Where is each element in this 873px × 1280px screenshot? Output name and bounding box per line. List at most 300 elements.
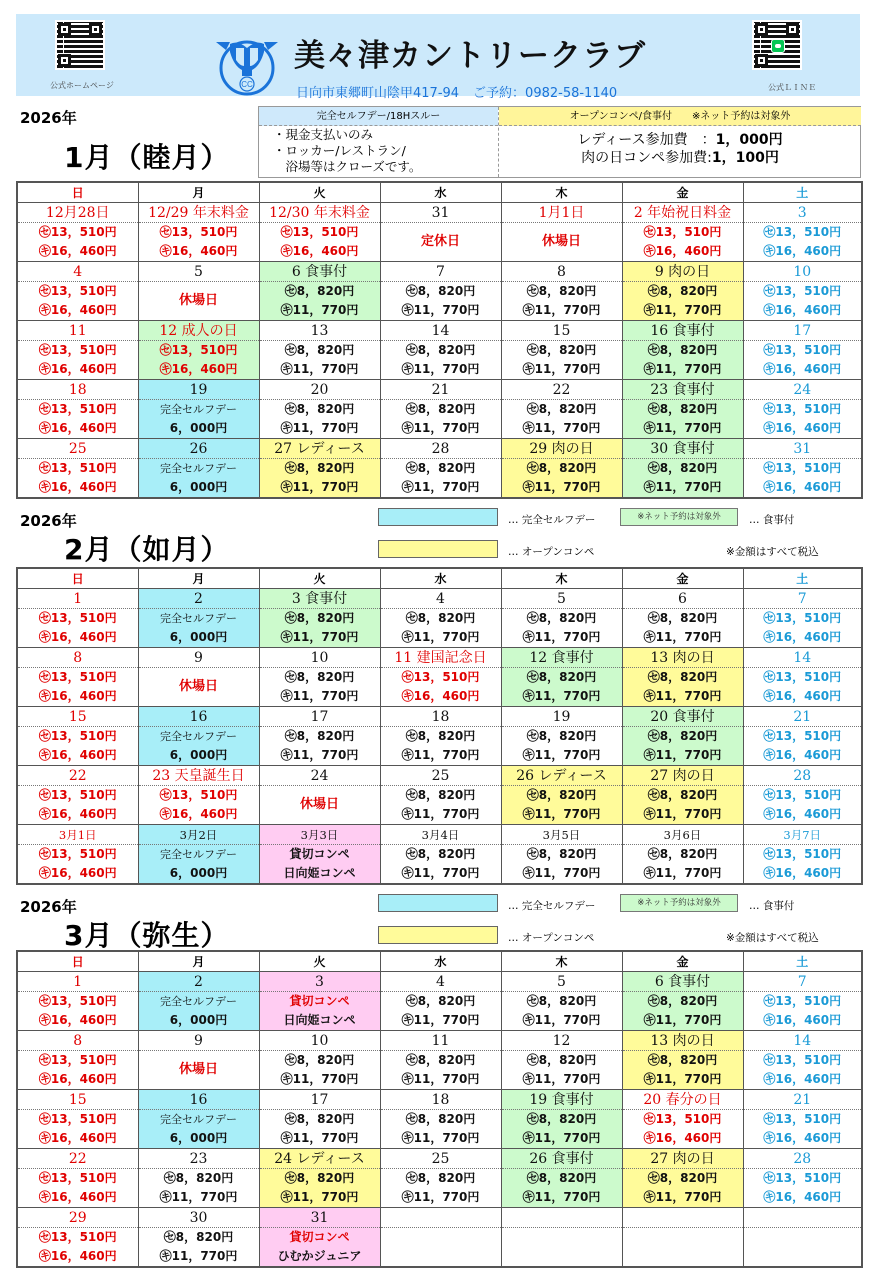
day-label: 9 xyxy=(139,1031,259,1051)
day-cell[interactable] xyxy=(380,379,501,438)
day-cell[interactable] xyxy=(501,765,622,824)
day-cell[interactable] xyxy=(259,765,380,824)
self-play-price: ㋝8，820円 xyxy=(647,283,718,298)
day-cell[interactable] xyxy=(380,438,501,498)
self-play-price: ㋝8，820円 xyxy=(405,1111,476,1126)
self-play-price: ㋝13，510円 xyxy=(401,669,480,684)
meat-day-fee-label: 肉の日コンペ参加費: xyxy=(581,150,712,166)
weekday-header: 日 xyxy=(17,182,138,202)
self-day-label: 完全セルフデー xyxy=(160,729,237,743)
day-cell[interactable] xyxy=(138,1030,259,1089)
week-row xyxy=(17,261,862,320)
day-cell[interactable] xyxy=(17,438,138,498)
open-compe-header: オープンコンペ/食事付 ※ネット予約は対象外 xyxy=(499,107,861,126)
day-label: 14 xyxy=(381,321,501,341)
day-cell[interactable] xyxy=(743,824,862,884)
self-day-label: 完全セルフデー xyxy=(160,1112,237,1126)
day-cell[interactable] xyxy=(501,320,622,379)
day-cell[interactable] xyxy=(380,1030,501,1089)
homepage-qr-code[interactable] xyxy=(55,20,105,70)
self-play-price: ㋝13，510円 xyxy=(763,283,842,298)
day-cell[interactable] xyxy=(501,202,622,261)
day-cell[interactable] xyxy=(138,765,259,824)
caddie-price: ㋖11，770円 xyxy=(280,361,359,376)
self-play-price: ㋝13，510円 xyxy=(38,787,117,802)
caddie-price: ㋖11，770円 xyxy=(280,688,359,703)
day-cell[interactable] xyxy=(743,1148,862,1207)
self-play-price: ㋝13，510円 xyxy=(38,1170,117,1185)
day-cell[interactable] xyxy=(743,202,862,261)
day-cell[interactable] xyxy=(259,379,380,438)
empty-day-cell xyxy=(501,1207,622,1267)
compe-name: ひむかジュニア xyxy=(277,1248,362,1263)
day-cell[interactable] xyxy=(380,765,501,824)
day-label: 28 xyxy=(744,1149,862,1169)
weekday-header: 木 xyxy=(501,568,622,588)
day-cell[interactable] xyxy=(743,588,862,647)
week-row xyxy=(17,824,862,884)
day-cell[interactable] xyxy=(259,438,380,498)
day-label: 13 xyxy=(260,321,380,341)
day-status: 休場日 xyxy=(541,234,581,249)
line-app-icon xyxy=(771,39,785,53)
caddie-price: ㋖16，460円 xyxy=(763,1189,842,1204)
day-cell[interactable] xyxy=(17,379,138,438)
day-label: 21 xyxy=(744,1090,862,1110)
legend-open-compe-label: … オープンコンペ xyxy=(508,932,595,944)
caddie-price: ㋖11，770円 xyxy=(643,806,722,821)
day-cell[interactable] xyxy=(622,706,743,765)
day-cell[interactable] xyxy=(743,320,862,379)
caddie-price: ㋖11，770円 xyxy=(643,865,722,880)
day-cell[interactable] xyxy=(622,1030,743,1089)
header-banner xyxy=(16,14,860,101)
day-label: 7 xyxy=(744,972,862,992)
empty-day-cell xyxy=(622,1207,743,1267)
day-label: 20 xyxy=(260,380,380,400)
day-label: 13 肉の日 xyxy=(623,1031,743,1051)
day-cell[interactable] xyxy=(17,202,138,261)
day-label: 8 xyxy=(18,648,138,668)
day-cell[interactable] xyxy=(622,1089,743,1148)
day-label: 5 xyxy=(502,589,622,609)
calendar-march xyxy=(16,950,863,1268)
day-cell[interactable] xyxy=(743,1089,862,1148)
qr-finder-icon xyxy=(58,54,71,67)
legend-meal-swatch: ※ネット予約は対象外 xyxy=(620,894,738,912)
day-label: 24 xyxy=(744,380,862,400)
day-label: 12 成人の日 xyxy=(139,321,259,341)
day-label: 3 食事付 xyxy=(260,589,380,609)
day-cell[interactable] xyxy=(380,1148,501,1207)
day-cell[interactable] xyxy=(622,438,743,498)
day-label: 12 xyxy=(502,1031,622,1051)
self-play-price: ㋝13，510円 xyxy=(38,669,117,684)
caddie-price: ㋖16，460円 xyxy=(763,1012,842,1027)
day-cell[interactable] xyxy=(259,706,380,765)
day-label: 19 xyxy=(502,707,622,727)
day-cell[interactable] xyxy=(743,261,862,320)
day-label: 17 xyxy=(260,707,380,727)
day-cell[interactable] xyxy=(622,261,743,320)
day-cell[interactable] xyxy=(380,706,501,765)
day-cell[interactable] xyxy=(17,1089,138,1148)
day-label: 25 xyxy=(381,1149,501,1169)
caddie-price: ㋖11，770円 xyxy=(643,361,722,376)
self-play-price: ㋝13，510円 xyxy=(763,342,842,357)
weekday-header: 火 xyxy=(259,182,380,202)
day-label: 17 xyxy=(744,321,862,341)
day-cell[interactable] xyxy=(622,379,743,438)
self-play-price: ㋝8，820円 xyxy=(405,401,476,416)
day-label: 22 xyxy=(502,380,622,400)
self-play-price: ㋝13，510円 xyxy=(643,1111,722,1126)
info-box xyxy=(258,106,861,178)
day-label: 2 xyxy=(139,972,259,992)
self-play-price: ㋝8，820円 xyxy=(284,283,355,298)
day-cell[interactable] xyxy=(622,647,743,706)
caddie-price: ㋖16，460円 xyxy=(38,1130,117,1145)
day-cell[interactable] xyxy=(17,765,138,824)
weekday-header: 水 xyxy=(380,182,501,202)
day-label: 29 xyxy=(18,1208,138,1228)
day-label: 22 xyxy=(18,766,138,786)
day-cell[interactable] xyxy=(17,824,138,884)
caddie-price: ㋖16，460円 xyxy=(643,243,722,258)
month-title: 2月（如月） xyxy=(64,533,230,566)
day-cell[interactable] xyxy=(743,1030,862,1089)
week-row xyxy=(17,647,862,706)
day-cell[interactable] xyxy=(138,824,259,884)
caddie-price: ㋖16，460円 xyxy=(763,806,842,821)
day-label: 26 食事付 xyxy=(502,1149,622,1169)
compe-name: 日向姫コンペ xyxy=(283,865,356,880)
caddie-price: ㋖16，460円 xyxy=(38,243,117,258)
day-cell[interactable] xyxy=(17,1207,138,1267)
self-play-price: ㋝13，510円 xyxy=(159,342,238,357)
tax-note: ※金額はすべて税込 xyxy=(726,932,819,944)
day-cell[interactable] xyxy=(259,588,380,647)
day-cell[interactable] xyxy=(501,971,622,1030)
day-cell[interactable] xyxy=(743,971,862,1030)
self-day-label: 完全セルフデー xyxy=(160,611,237,625)
day-cell[interactable] xyxy=(259,1089,380,1148)
weekday-header: 金 xyxy=(622,568,743,588)
day-cell[interactable] xyxy=(380,824,501,884)
day-label: 22 xyxy=(18,1149,138,1169)
day-cell[interactable] xyxy=(380,320,501,379)
day-cell[interactable] xyxy=(501,588,622,647)
weekday-header: 月 xyxy=(138,182,259,202)
day-cell[interactable] xyxy=(138,1089,259,1148)
caddie-price: ㋖11，770円 xyxy=(643,479,722,494)
day-cell[interactable] xyxy=(17,261,138,320)
day-cell[interactable] xyxy=(743,438,862,498)
day-label: 17 xyxy=(260,1090,380,1110)
self-day-label: 完全セルフデー xyxy=(160,461,237,475)
day-cell[interactable] xyxy=(501,261,622,320)
caddie-price: ㋖11，770円 xyxy=(522,747,601,762)
day-cell[interactable] xyxy=(259,320,380,379)
day-cell[interactable] xyxy=(622,588,743,647)
self-play-price: ㋝8，820円 xyxy=(284,1170,355,1185)
caddie-price: ㋖11，770円 xyxy=(643,302,722,317)
self-play-price: ㋝8，820円 xyxy=(284,401,355,416)
day-cell[interactable] xyxy=(17,320,138,379)
day-cell[interactable] xyxy=(17,647,138,706)
caddie-price: ㋖16，460円 xyxy=(159,243,238,258)
caddie-price: ㋖11，770円 xyxy=(401,361,480,376)
caddie-price: ㋖16，460円 xyxy=(763,688,842,703)
self-play-price: ㋝13，510円 xyxy=(38,342,117,357)
day-label: 6 食事付 xyxy=(623,972,743,992)
day-label: 3月2日 xyxy=(139,825,259,845)
week-row xyxy=(17,765,862,824)
self-play-price: ㋝8，820円 xyxy=(647,342,718,357)
day-label: 11 xyxy=(18,321,138,341)
self-day-price: 6，000円 xyxy=(169,1012,228,1027)
day-cell[interactable] xyxy=(501,1148,622,1207)
day-label: 15 xyxy=(18,1090,138,1110)
day-label: 18 xyxy=(18,380,138,400)
day-label: 29 肉の日 xyxy=(502,439,622,459)
day-cell[interactable] xyxy=(380,1089,501,1148)
day-label: 31 xyxy=(260,1208,380,1228)
day-cell[interactable] xyxy=(622,320,743,379)
caddie-price: ㋖11，770円 xyxy=(280,1071,359,1086)
day-label xyxy=(744,1208,862,1228)
day-label: 3月1日 xyxy=(18,825,138,845)
day-cell[interactable] xyxy=(138,202,259,261)
self-play-price: ㋝8，820円 xyxy=(405,342,476,357)
day-cell[interactable] xyxy=(622,202,743,261)
day-cell[interactable] xyxy=(138,320,259,379)
qr-finder-icon xyxy=(89,23,102,36)
day-cell[interactable] xyxy=(138,971,259,1030)
day-cell[interactable] xyxy=(501,438,622,498)
self-play-price: ㋝8，820円 xyxy=(526,460,597,475)
month-title: 1月（睦月） xyxy=(64,141,230,174)
caddie-price: ㋖11，770円 xyxy=(643,688,722,703)
day-status: 定休日 xyxy=(420,234,460,249)
caddie-price: ㋖11，770円 xyxy=(401,1130,480,1145)
self-day-note: ・ロッカー/レストラン/ xyxy=(273,143,406,158)
day-label: 23 xyxy=(139,1149,259,1169)
day-cell[interactable] xyxy=(501,379,622,438)
day-cell[interactable] xyxy=(501,824,622,884)
weekday-header: 土 xyxy=(743,182,862,202)
day-cell[interactable] xyxy=(138,647,259,706)
line-qr-code[interactable] xyxy=(752,20,802,70)
self-play-price: ㋝8，820円 xyxy=(405,846,476,861)
legend-meal-label: … 食事付 xyxy=(749,514,795,526)
day-cell[interactable] xyxy=(501,1030,622,1089)
day-label: 14 xyxy=(744,1031,862,1051)
self-play-price: ㋝13，510円 xyxy=(763,610,842,625)
self-day-price: 6，000円 xyxy=(169,747,228,762)
day-cell[interactable] xyxy=(501,1089,622,1148)
self-play-price: ㋝13，510円 xyxy=(38,728,117,743)
week-row xyxy=(17,971,862,1030)
day-cell[interactable] xyxy=(622,824,743,884)
day-label: 10 xyxy=(260,1031,380,1051)
legend-self-day-label: … 完全セルフデー xyxy=(508,900,596,912)
day-label: 9 xyxy=(139,648,259,668)
self-day-note: ・現金支払いのみ xyxy=(273,127,374,142)
day-cell[interactable] xyxy=(622,765,743,824)
self-day-price: 6，000円 xyxy=(169,629,228,644)
day-label: 6 xyxy=(623,589,743,609)
day-label: 1月1日 xyxy=(502,203,622,223)
legend-meal-swatch: ※ネット予約は対象外 xyxy=(620,508,738,526)
day-label: 27 肉の日 xyxy=(623,766,743,786)
weekday-header-row xyxy=(17,951,862,971)
self-play-price: ㋝13，510円 xyxy=(38,401,117,416)
caddie-price: ㋖16，460円 xyxy=(401,688,480,703)
self-day-label: 完全セルフデー xyxy=(160,847,237,861)
day-label: 20 食事付 xyxy=(623,707,743,727)
day-cell[interactable] xyxy=(259,1207,380,1267)
day-label xyxy=(502,1208,622,1228)
caddie-price: ㋖11，770円 xyxy=(643,1071,722,1086)
weekday-header: 土 xyxy=(743,568,862,588)
day-cell[interactable] xyxy=(17,706,138,765)
day-cell[interactable] xyxy=(501,706,622,765)
day-label: 31 xyxy=(744,439,862,459)
day-cell[interactable] xyxy=(17,971,138,1030)
day-label: 9 肉の日 xyxy=(623,262,743,282)
caddie-price: ㋖11，770円 xyxy=(522,629,601,644)
day-cell[interactable] xyxy=(259,1030,380,1089)
day-cell[interactable] xyxy=(743,647,862,706)
day-cell[interactable] xyxy=(138,1207,259,1267)
day-cell[interactable] xyxy=(501,647,622,706)
day-cell[interactable] xyxy=(380,588,501,647)
day-cell[interactable] xyxy=(380,971,501,1030)
self-play-price: ㋝13，510円 xyxy=(159,787,238,802)
day-label: 7 xyxy=(381,262,501,282)
day-label: 3月7日 xyxy=(744,825,862,845)
day-label: 21 xyxy=(381,380,501,400)
day-cell[interactable] xyxy=(259,202,380,261)
day-label: 8 xyxy=(18,1031,138,1051)
caddie-price: ㋖11，770円 xyxy=(401,302,480,317)
weekday-header: 日 xyxy=(17,568,138,588)
caddie-price: ㋖11，770円 xyxy=(522,1189,601,1204)
legend-open-compe-swatch xyxy=(378,926,498,944)
day-label: 3月3日 xyxy=(260,825,380,845)
day-cell[interactable] xyxy=(17,1030,138,1089)
caddie-price: ㋖11，770円 xyxy=(159,1248,238,1263)
caddie-price: ㋖11，770円 xyxy=(280,1130,359,1145)
day-cell[interactable] xyxy=(138,706,259,765)
day-label: 19 食事付 xyxy=(502,1090,622,1110)
self-play-price: ㋝13，510円 xyxy=(763,401,842,416)
day-cell[interactable] xyxy=(138,1148,259,1207)
day-cell[interactable] xyxy=(259,261,380,320)
day-cell[interactable] xyxy=(17,1148,138,1207)
day-cell[interactable] xyxy=(380,202,501,261)
day-cell[interactable] xyxy=(380,261,501,320)
caddie-price: ㋖11，770円 xyxy=(401,1071,480,1086)
day-cell[interactable] xyxy=(259,824,380,884)
caddie-price: ㋖11，770円 xyxy=(280,1189,359,1204)
day-cell[interactable] xyxy=(259,647,380,706)
day-cell[interactable] xyxy=(259,1148,380,1207)
day-cell[interactable] xyxy=(138,379,259,438)
day-cell[interactable] xyxy=(743,379,862,438)
day-cell[interactable] xyxy=(138,261,259,320)
week-row xyxy=(17,202,862,261)
day-cell[interactable] xyxy=(138,438,259,498)
day-cell[interactable] xyxy=(743,765,862,824)
club-contact xyxy=(296,82,617,101)
caddie-price: ㋖11，770円 xyxy=(280,479,359,494)
day-cell[interactable] xyxy=(259,971,380,1030)
self-play-price: ㋝13，510円 xyxy=(763,787,842,802)
day-label: 28 xyxy=(744,766,862,786)
self-play-price: ㋝8，820円 xyxy=(405,1170,476,1185)
day-cell[interactable] xyxy=(17,588,138,647)
day-cell[interactable] xyxy=(622,971,743,1030)
caddie-price: ㋖16，460円 xyxy=(38,361,117,376)
day-label: 26 レディース xyxy=(502,766,622,786)
day-status: 休場日 xyxy=(178,1062,218,1077)
day-label: 19 xyxy=(139,380,259,400)
reservation-phone[interactable]: ご予約：0982-58-1140 xyxy=(473,86,618,101)
legend-open-compe-label: … オープンコンペ xyxy=(508,546,595,558)
self-play-price: ㋝8，820円 xyxy=(526,1052,597,1067)
self-day-price: 6，000円 xyxy=(169,420,228,435)
self-play-price: ㋝8，820円 xyxy=(647,460,718,475)
caddie-price: ㋖16，460円 xyxy=(38,1248,117,1263)
day-cell[interactable] xyxy=(622,1148,743,1207)
self-play-price: ㋝8，820円 xyxy=(284,728,355,743)
self-play-price: ㋝13，510円 xyxy=(159,224,238,239)
week-row xyxy=(17,1148,862,1207)
day-label: 18 xyxy=(381,1090,501,1110)
caddie-price: ㋖16，460円 xyxy=(159,361,238,376)
caddie-price: ㋖16，460円 xyxy=(763,1071,842,1086)
caddie-price: ㋖11，770円 xyxy=(401,865,480,880)
day-cell[interactable] xyxy=(138,588,259,647)
year-label: 2026年 xyxy=(20,109,77,127)
self-play-price: ㋝8，820円 xyxy=(647,401,718,416)
day-label: 26 xyxy=(139,439,259,459)
self-play-price: ㋝13，510円 xyxy=(38,846,117,861)
self-play-price: ㋝8，820円 xyxy=(526,787,597,802)
week-row xyxy=(17,1030,862,1089)
day-cell[interactable] xyxy=(380,647,501,706)
self-play-price: ㋝13，510円 xyxy=(38,283,117,298)
day-label xyxy=(623,1208,743,1228)
self-play-price: ㋝8，820円 xyxy=(163,1170,234,1185)
self-play-price: ㋝8，820円 xyxy=(647,610,718,625)
year-label: 2026年 xyxy=(20,512,77,530)
caddie-price: ㋖16，460円 xyxy=(38,865,117,880)
club-address: 日向市東郷町山陰甲417-94 xyxy=(296,86,460,101)
self-day-price: 6，000円 xyxy=(169,1130,228,1145)
caddie-price: ㋖16，460円 xyxy=(38,747,117,762)
legend-self-day-swatch xyxy=(378,508,498,526)
meat-day-fee-value: 1，100円 xyxy=(711,150,779,166)
caddie-price: ㋖11，770円 xyxy=(522,865,601,880)
day-label: 3 xyxy=(744,203,862,223)
day-label: 1 xyxy=(18,589,138,609)
self-play-price: ㋝13，510円 xyxy=(763,224,842,239)
day-cell[interactable] xyxy=(743,706,862,765)
day-label: 4 xyxy=(381,972,501,992)
